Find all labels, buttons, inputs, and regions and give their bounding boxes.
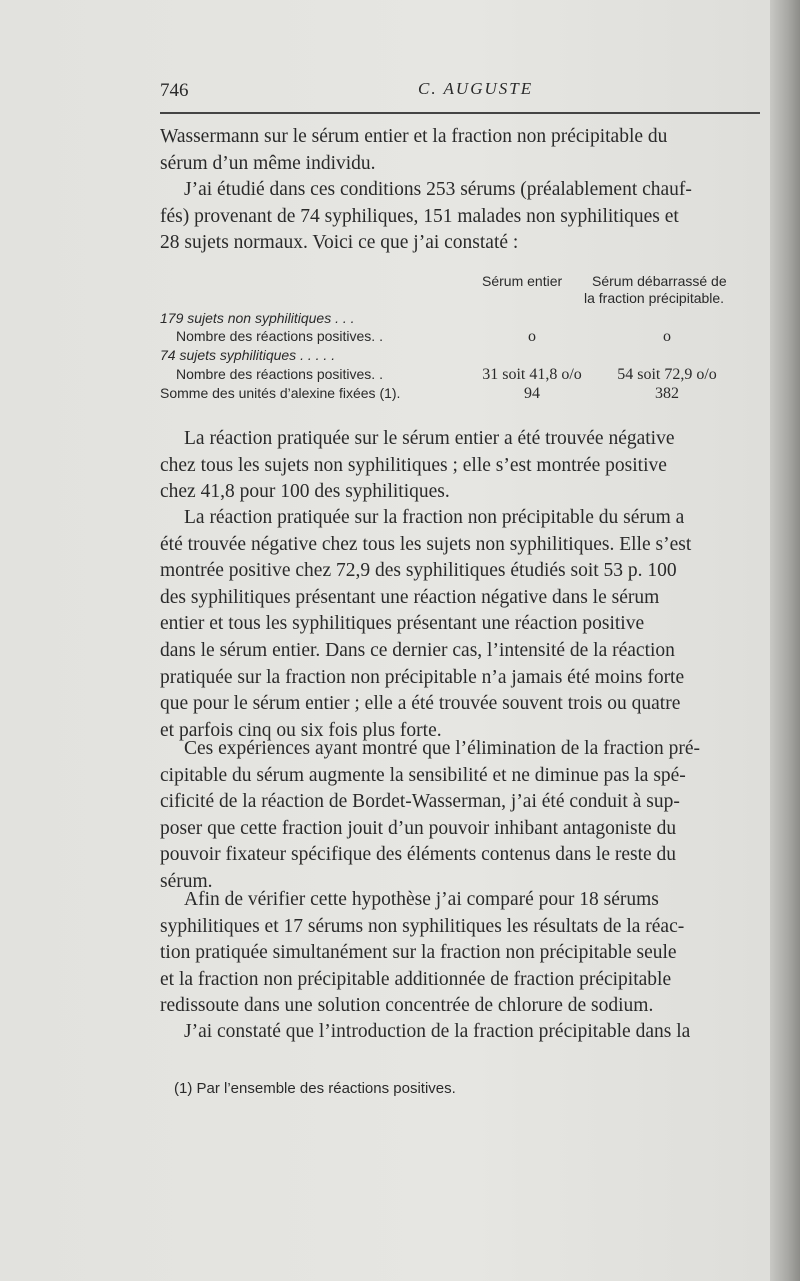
text-line: chez tous les sujets non syphilitiques ; elle s’est montrée positive: [160, 454, 667, 476]
text-line: fés) provenant de 74 syphiliques, 151 malades non syphilitiques et: [160, 205, 679, 227]
cell-serum-entier: 31 soit 41,8 o/o: [482, 366, 582, 383]
row-label: Somme des unités d’alexine fixées (1).: [160, 385, 401, 401]
text-line: que pour le sérum entier ; elle a été trouvée souvent trois ou quatre: [160, 693, 681, 715]
header-rule: [160, 112, 760, 114]
text-line: entier et tous les syphilitiques présentant une réaction positive: [160, 613, 645, 635]
cell-serum-debarrasse: o: [663, 328, 671, 345]
text-line: syphilitiques et 17 sérums non syphilitiques les résultats de la réac-: [160, 915, 685, 937]
text-line: redissoute dans une solution concentrée de chlorure de sodium.: [160, 995, 654, 1017]
paragraph-2: [160, 177, 760, 257]
paragraph-3: [160, 426, 760, 506]
row-label: 179 sujets non syphilitiques . . .: [160, 310, 355, 326]
text-line: La réaction pratiquée sur la fraction non précipitable du sérum a: [184, 507, 685, 528]
table-row: [160, 328, 760, 346]
text-line: Ces expériences ayant montré que l’élimination de la fraction pré-: [184, 738, 700, 759]
text-line: poser que cette fraction jouit d’un pouvoir inhibant antagoniste du: [160, 817, 677, 839]
page-number: 746: [160, 80, 189, 101]
text-line: 28 sujets normaux. Voici ce que j’ai constaté :: [160, 232, 519, 254]
text-line: tion pratiquée simultanément sur la fraction non précipitable seule: [160, 942, 677, 964]
row-label: Nombre des réactions positives. .: [176, 328, 383, 344]
text-line: été trouvée négative chez tous les sujets non syphilitiques. Elle s’est: [160, 533, 692, 555]
column-header-serum-debarrasse: Sérum débarrassé de: [592, 273, 727, 289]
text-line: sérum.: [160, 870, 213, 892]
cell-serum-debarrasse: 54 soit 72,9 o/o: [617, 366, 717, 383]
text-line: J’ai constaté que l’introduction de la fraction précipitable dans la: [184, 1021, 691, 1042]
text-line: Afin de vérifier cette hypothèse j’ai comparé pour 18 sérums: [184, 889, 659, 910]
text-line: La réaction pratiquée sur le sérum entier a été trouvée négative: [184, 428, 675, 449]
text-line: pouvoir fixateur spécifique des éléments contenus dans le reste du: [160, 844, 677, 866]
text-line: sérum d’un même individu.: [160, 152, 376, 174]
table-row: [160, 385, 760, 403]
column-header-serum-entier: Sérum entier: [482, 273, 563, 289]
cell-serum-debarrasse: 382: [655, 385, 679, 402]
row-label: 74 sujets syphilitiques . . . . .: [160, 347, 336, 363]
cell-serum-entier: 94: [524, 385, 540, 402]
footnote: (1) Par l’ensemble des réactions positives.: [174, 1080, 456, 1097]
text-line: cipitable du sérum augmente la sensibilité et ne diminue pas la spé-: [160, 764, 686, 786]
page-header: [160, 76, 760, 100]
text-line: dans le sérum entier. Dans ce dernier cas, l’intensité de la réaction: [160, 639, 675, 661]
text-line: Wassermann sur le sérum entier et la fraction non précipitable du: [160, 126, 668, 147]
running-head: C. AUGUSTE: [418, 79, 534, 98]
text-line: et la fraction non précipitable additionnée de fraction précipitable: [160, 968, 672, 990]
text-line: pratiquée sur la fraction non précipitable n’a jamais été moins forte: [160, 666, 685, 688]
paragraph-5: [160, 736, 760, 896]
paragraph-1: [160, 124, 760, 177]
text-line: J’ai étudié dans ces conditions 253 sérums (préalablement chauf-: [184, 179, 692, 200]
column-header-serum-debarrasse-line2: la fraction précipitable.: [584, 290, 725, 306]
table-row: [160, 310, 760, 328]
results-table: [160, 273, 760, 413]
paragraph-6: [160, 887, 760, 1020]
row-label: Nombre des réactions positives. .: [176, 366, 383, 382]
table-row: [160, 366, 760, 384]
book-spine-edge: [770, 0, 800, 1281]
table-row: [160, 347, 760, 365]
cell-serum-entier: o: [528, 328, 536, 345]
text-line: montrée positive chez 72,9 des syphilitiques étudiés soit 53 p. 100: [160, 560, 677, 582]
text-line: cificité de la réaction de Bordet-Wasserman, j’ai été conduit à sup-: [160, 791, 680, 813]
text-line: des syphilitiques présentant une réaction négative dans le sérum: [160, 586, 660, 608]
paragraph-4: [160, 505, 760, 744]
text-line: chez 41,8 pour 100 des syphilitiques.: [160, 481, 450, 503]
text-line: et parfois cinq ou six fois plus forte.: [160, 719, 442, 741]
paragraph-7: [160, 1019, 760, 1046]
